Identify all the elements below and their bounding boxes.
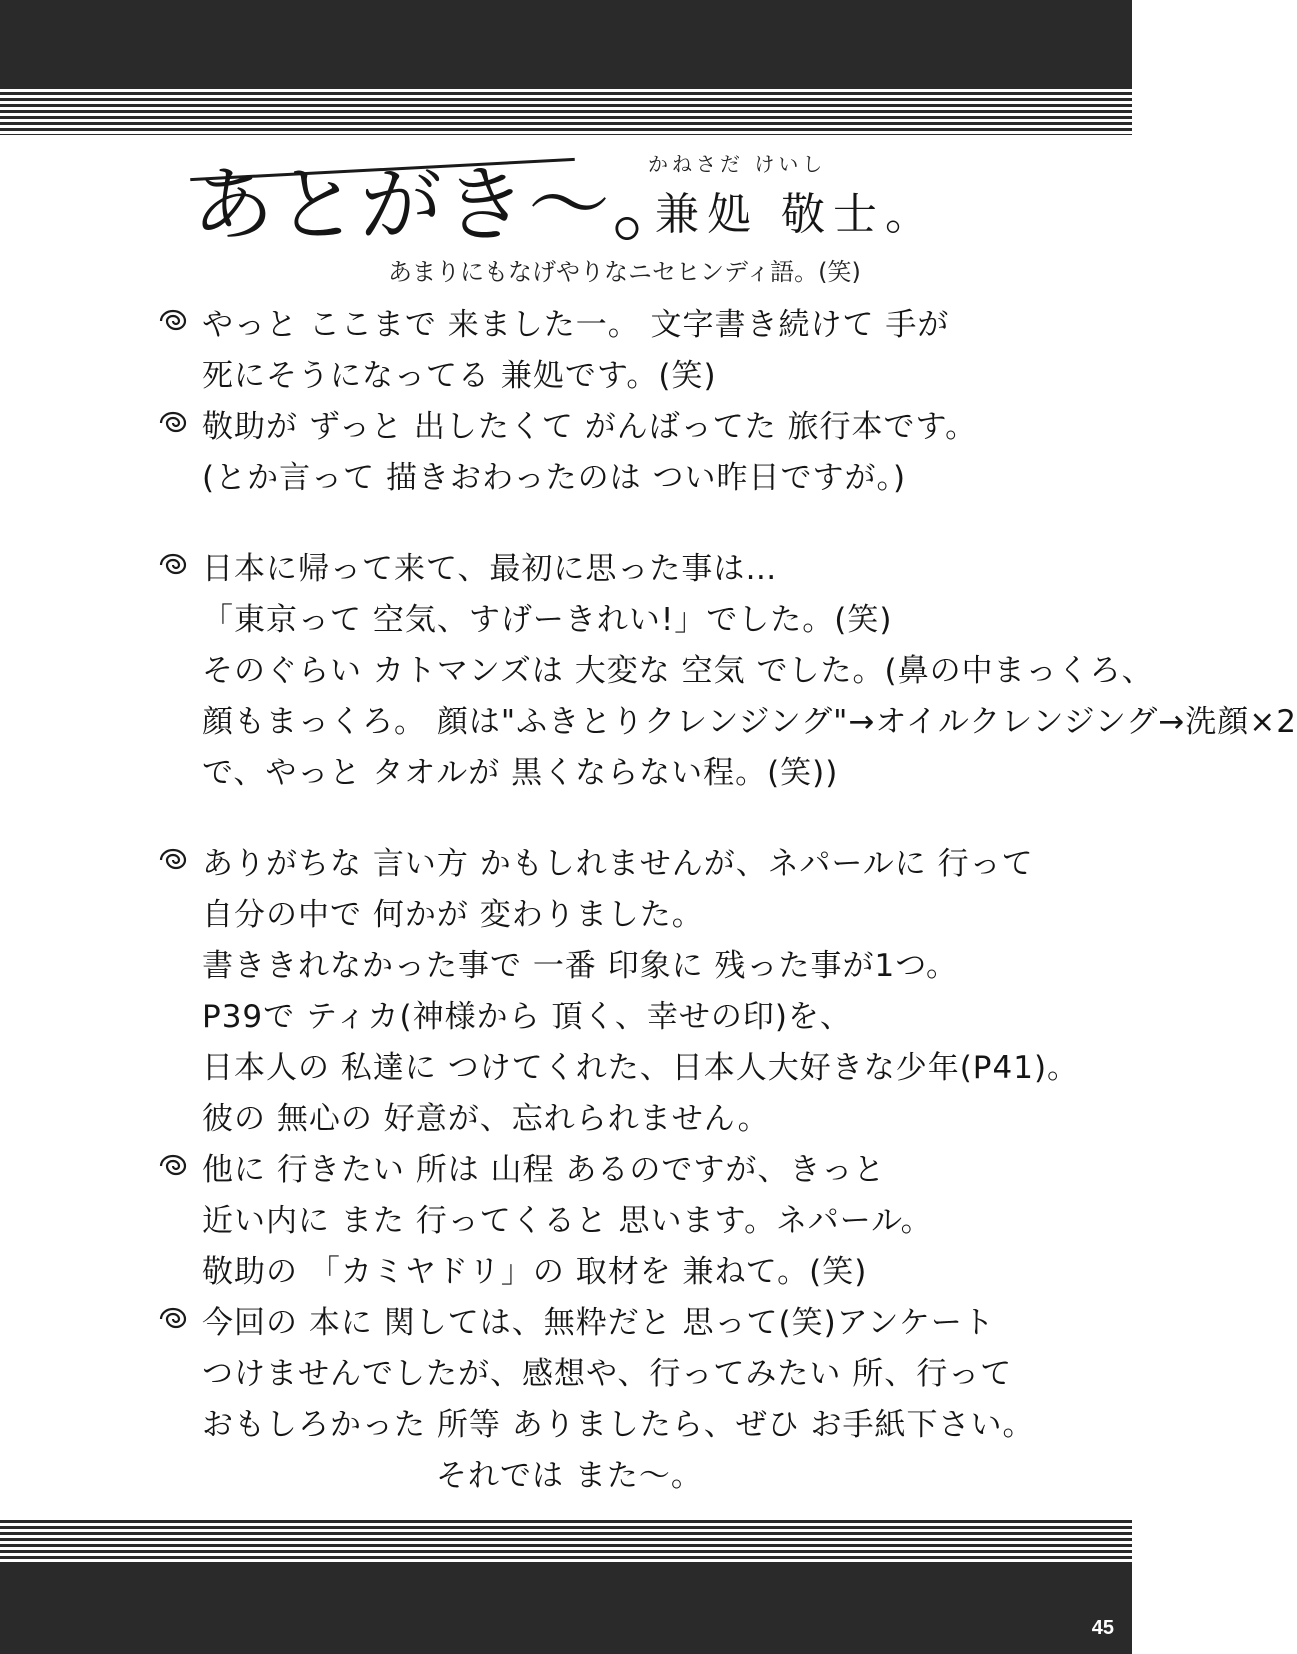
entry-3 [158,544,1297,799]
bottom-solid-bar [0,1564,1132,1654]
spiral-bullet-icon [158,550,194,580]
text-line: で、やっと タオルが 黒くならない程。(笑)) [202,755,839,791]
author-name: 兼処 敬士。 [655,189,937,240]
text-line: (とか言って 描きおわったのは つい昨日ですが。) [202,460,907,496]
text-line: そのぐらい カトマンズは 大変な 空気 でした。(鼻の中まっくろ、 [202,653,1154,689]
text-line: やっと ここまで 来ました一。 文字書き続けて 手が [202,307,950,343]
bottom-decorative-band [0,1520,1132,1654]
text-line: 日本人の 私達に つけてくれた、日本人大好きな少年(P41)。 [202,1050,1080,1086]
text-line: P39で ティカ(神様から 頂く、幸せの印)を、 [202,999,852,1035]
text-line: 他に 行きたい 所は 山程 あるのですが、きっと [202,1152,886,1188]
afterword-body [158,300,1297,1502]
entry-5 [158,1145,1088,1298]
spiral-bullet-icon [158,1304,194,1334]
text-line: 自分の中で 何かが 変わりました。 [202,897,704,933]
text-line: 近い内に また 行ってくると 思います。ネパール。 [202,1203,933,1239]
text-line: 顔もまっくろ。 顔は"ふきとりクレンジング"→オイルクレンジング→洗顔×2 [202,704,1297,740]
spiral-bullet-icon [158,408,194,438]
page-title: あとがき〜。 [192,158,697,253]
text-line: つけませんでしたが、感想や、行ってみたい 所、行って [202,1356,1013,1392]
text-line: 書ききれなかった事で 一番 印象に 残った事が1つ。 [202,948,959,984]
spiral-bullet-icon [158,1151,194,1181]
entry-6 [158,1298,1088,1502]
top-decorative-band [0,0,1132,135]
page-number: 45 [1091,1617,1114,1639]
text-line: 「東京って 空気、すげーきれい!」でした。(笑) [202,602,893,638]
closing-line: それでは また〜。 [436,1458,703,1494]
text-line: 死にそうになってる 兼処です。(笑) [202,358,717,394]
top-stripes [0,86,1132,135]
spiral-bullet-icon [158,845,194,875]
text-line: 今回の 本に 関しては、無粋だと 思って(笑)アンケート [202,1305,995,1341]
text-line: おもしろかった 所等 ありましたら、ぜひ お手紙下さい。 [202,1407,1035,1443]
spiral-bullet-icon [158,306,194,336]
entry-2 [158,402,1088,504]
entry-4 [158,839,1088,1145]
text-line: 彼の 無心の 好意が、忘れられません。 [202,1101,770,1137]
text-line: 敬助の 「カミヤドリ」の 取材を 兼ねて。(笑) [202,1254,868,1290]
author-reading: かねさだ けいし [648,152,827,176]
text-line: 敬助が ずっと 出したくて がんばってた 旅行本です。 [202,409,978,445]
entry-1 [158,300,1088,402]
text-line: ありがちな 言い方 かもしれませんが、ネパールに 行って [202,846,1034,882]
bottom-stripes [0,1520,1132,1564]
text-line: 日本に帰って来て、最初に思った事は… [202,551,778,587]
subtitle-note: あまりにもなげやりなニセヒンディ語。(笑) [388,258,861,286]
